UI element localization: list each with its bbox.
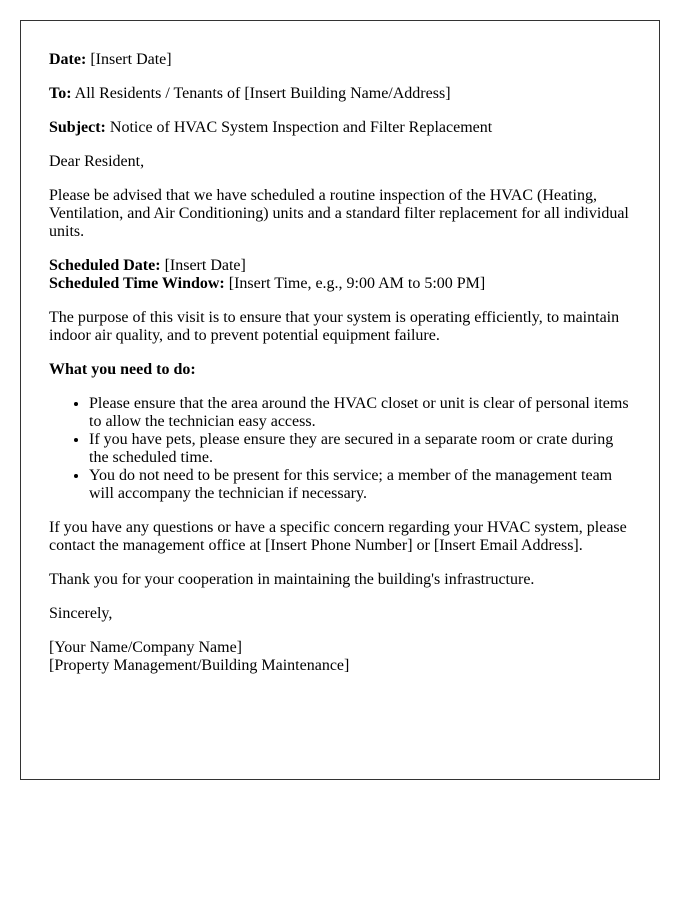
scheduled-window-label: Scheduled Time Window: xyxy=(49,275,225,292)
scheduled-date-value: [Insert Date] xyxy=(164,257,246,274)
contact-paragraph: If you have any questions or have a specific concern regarding your HVAC system, please contact the management office at [Insert Phone Number] or [Insert Email Address]. xyxy=(49,519,627,554)
thanks-paragraph: Thank you for your cooperation in maintaining the building's infrastructure. xyxy=(49,571,535,588)
date-label: Date: xyxy=(49,51,87,68)
intro-paragraph: Please be advised that we have scheduled a routine inspection of the HVAC (Heating, Ventilation, and Air Conditioning) units and a standard filter replacement for all individual units. xyxy=(49,187,629,240)
subject-value: Notice of HVAC System Inspection and Filter Replacement xyxy=(109,119,493,136)
list-item: • Please ensure that the area around the HVAC closet or unit is clear of personal items to allow the technician easy access. xyxy=(89,395,631,431)
scheduled-date-line xyxy=(49,257,631,275)
signature-department: [Property Management/Building Maintenance] xyxy=(49,657,350,674)
letter-document xyxy=(20,20,660,780)
purpose-paragraph: The purpose of this visit is to ensure that your system is operating efficiently, to maintain indoor air quality, and to prevent potential equipment failure. xyxy=(49,309,620,344)
to-line xyxy=(49,85,631,103)
todo-heading-text: What you need to do: xyxy=(49,361,196,378)
list-item: • If you have pets, please ensure they are secured in a separate room or crate during the scheduled time. xyxy=(89,431,631,467)
list-item: • You do not need to be present for this service; a member of the management team will accompany the technician if necessary. xyxy=(89,467,631,503)
to-value: All Residents / Tenants of [Insert Building Name/Address] xyxy=(74,85,451,102)
todo-heading xyxy=(49,361,631,379)
signoff: Sincerely, xyxy=(49,605,113,622)
signature-block xyxy=(49,639,631,675)
subject-line xyxy=(49,119,631,137)
date-value: [Insert Date] xyxy=(90,51,172,68)
todo-list xyxy=(49,395,631,503)
subject-label: Subject: xyxy=(49,119,106,136)
salutation: Dear Resident, xyxy=(49,153,145,170)
scheduled-date-label: Scheduled Date: xyxy=(49,257,161,274)
signature-name: [Your Name/Company Name] xyxy=(49,639,243,656)
date-line xyxy=(49,51,631,69)
schedule-block xyxy=(49,257,631,293)
to-label: To: xyxy=(49,85,72,102)
scheduled-window-line xyxy=(49,275,631,293)
scheduled-window-value: [Insert Time, e.g., 9:00 AM to 5:00 PM] xyxy=(228,275,486,292)
